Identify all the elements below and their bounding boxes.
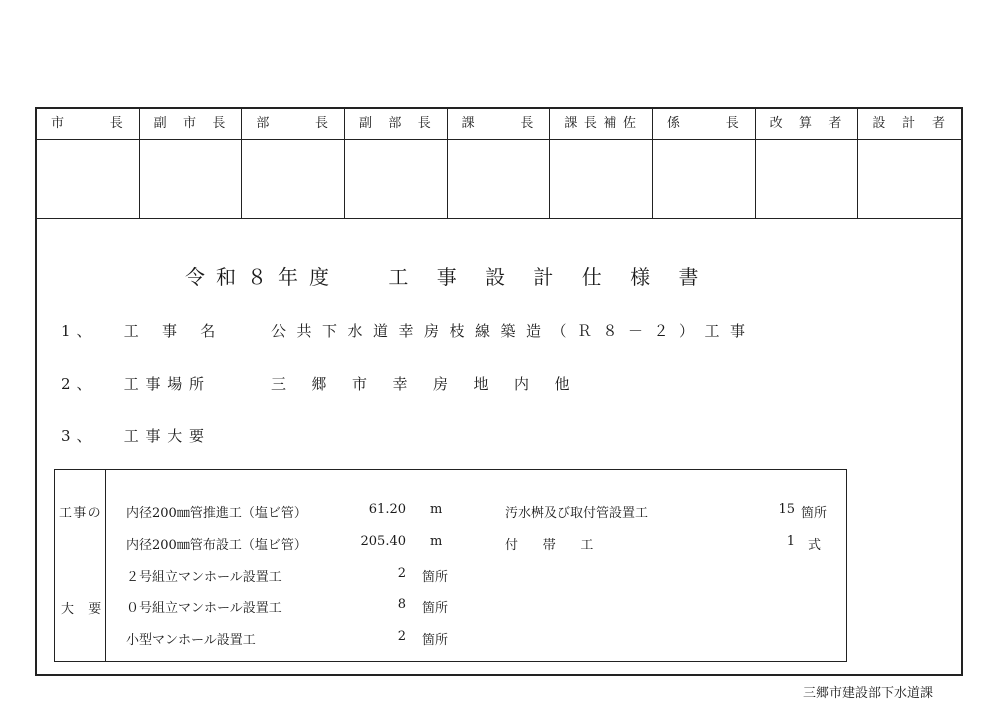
work-quantity: 1 — [786, 534, 795, 549]
approval-title-deputy-mayor: 副 市 長 — [140, 109, 243, 139]
approval-title-mayor: 市 長 — [37, 109, 140, 139]
item-value: 三郷市幸房地内他 — [271, 375, 596, 393]
item-number: 3、 — [61, 427, 98, 445]
item-number: 2、 — [61, 375, 98, 393]
work-name: 汚水桝及び取付管設置工 — [505, 506, 649, 521]
work-name: ２号組立マンホール設置工 — [126, 570, 282, 585]
work-quantity: 205.40 — [360, 534, 406, 549]
work-quantity: 2 — [397, 566, 406, 581]
construction-summary-table — [54, 469, 847, 662]
item-construction-outline — [61, 425, 211, 446]
approval-title-deputy-director: 副 部 長 — [345, 109, 448, 139]
work-quantity: 15 — [778, 502, 795, 517]
item-value: 公共下水道幸房枝線築造（Ｒ８－２）工事 — [271, 322, 756, 340]
work-unit: 箇所 — [422, 570, 449, 585]
side-label-top: 工事の — [59, 506, 102, 521]
stamp-cell — [858, 139, 961, 218]
approval-title-director: 部 長 — [242, 109, 345, 139]
stamp-cell — [37, 139, 140, 218]
item-construction-name — [61, 320, 756, 341]
item-number: 1、 — [61, 322, 98, 340]
work-quantity: 8 — [397, 597, 406, 612]
stamp-cell — [345, 139, 448, 218]
approval-stamp-row — [37, 139, 961, 219]
stamp-cell — [653, 139, 756, 218]
work-name: 付帯工 — [505, 538, 619, 553]
work-unit: m — [430, 502, 443, 517]
approval-title-section-chief: 課 長 — [448, 109, 551, 139]
work-unit: 箇所 — [422, 601, 449, 616]
work-name: 内径200㎜管推進工（塩ビ管） — [126, 506, 307, 521]
approval-header-row — [37, 109, 961, 140]
item-label: 工事場所 — [123, 375, 211, 393]
stamp-cell — [448, 139, 551, 218]
work-quantity: 61.20 — [368, 502, 406, 517]
approval-title-assistant-chief: 課 長 補 佐 — [550, 109, 653, 139]
work-unit: 箇所 — [801, 506, 828, 521]
item-construction-location — [61, 373, 596, 394]
side-label-bottom: 大要 — [61, 602, 116, 617]
item-label: 工事名 — [123, 322, 239, 340]
stamp-cell — [140, 139, 243, 218]
work-name: 内径200㎜管布設工（塩ビ管） — [126, 538, 307, 553]
item-label: 工事大要 — [123, 427, 211, 445]
stamp-cell — [242, 139, 345, 218]
specification-sheet-frame — [35, 107, 963, 676]
approval-title-subsection-chief: 係 長 — [653, 109, 756, 139]
work-unit: 式 — [808, 538, 822, 553]
work-unit: m — [430, 534, 443, 549]
summary-side-label — [55, 470, 116, 661]
approval-title-designer: 設 計 者 — [872, 116, 947, 131]
document-title: 令和８年度 工 事 設 計 仕 様 書 — [185, 265, 710, 289]
stamp-cell — [756, 139, 859, 218]
work-name: ０号組立マンホール設置工 — [126, 601, 282, 616]
stamp-cell — [550, 139, 653, 218]
work-quantity: 2 — [397, 629, 406, 644]
work-name: 小型マンホール設置工 — [126, 633, 256, 648]
department-footer: 三郷市建設部下水道課 — [803, 686, 934, 701]
approval-title-revisor: 改 算 者 — [756, 109, 859, 139]
work-unit: 箇所 — [422, 633, 449, 648]
